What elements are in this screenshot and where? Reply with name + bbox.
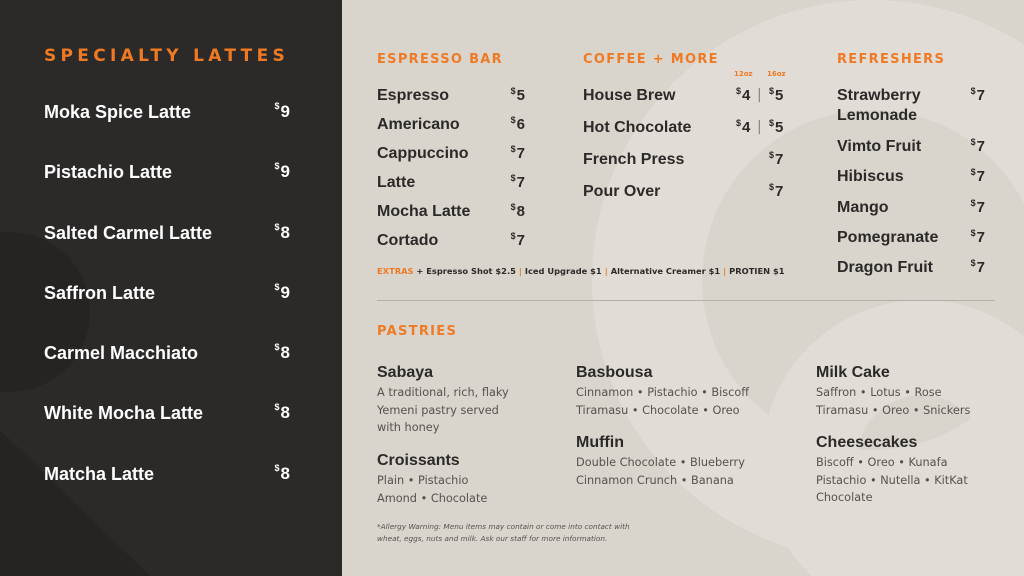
pastry-name: Cheesecakes xyxy=(816,434,918,451)
item-name: Carmel Macchiato xyxy=(44,343,199,364)
pastry-description: Plain • Pistachio Amond • Chocolate xyxy=(377,474,488,505)
item-name: Americano xyxy=(377,116,460,133)
extras-separator: | xyxy=(518,266,522,276)
main-menu-panel xyxy=(342,0,1024,576)
list-item xyxy=(44,273,292,333)
extras-item: Alternative Creamer $1 xyxy=(610,266,721,276)
item-name: Pour Over xyxy=(583,183,661,200)
pastry-name: Basbousa xyxy=(576,364,653,381)
section-divider xyxy=(377,300,995,301)
specialty-lattes-panel xyxy=(0,0,342,576)
item-price: $7 xyxy=(970,258,985,276)
item-name: Vimto Fruit xyxy=(837,138,922,155)
list-item xyxy=(583,183,787,205)
list-item xyxy=(583,151,787,173)
item-name: Salted Carmel Latte xyxy=(44,222,213,243)
item-price: $8 xyxy=(274,342,290,363)
pastry-description: Double Chocolate • Blueberry Cinnamon Crunch • Banana xyxy=(576,456,745,487)
item-name: Pomegranate xyxy=(837,229,939,246)
list-item xyxy=(837,199,987,221)
item-price-large: $5 xyxy=(769,86,784,104)
item-name: Mocha Latte xyxy=(377,203,471,220)
pastry-name: Muffin xyxy=(576,434,624,451)
item-name: Saffron Latte xyxy=(44,282,156,303)
refreshers-title: REFRESHERS xyxy=(837,52,946,67)
pastries-title: PASTRIES xyxy=(377,324,458,339)
pastry-name: Croissants xyxy=(377,452,460,469)
extras-line xyxy=(377,266,785,276)
list-item xyxy=(377,203,527,225)
item-name-line2: Lemonade xyxy=(837,107,918,124)
item-name: Mango xyxy=(837,199,889,216)
item-price: $6 xyxy=(510,115,525,133)
list-item xyxy=(44,333,292,393)
list-item xyxy=(377,116,527,138)
specialty-lattes-list xyxy=(44,92,292,514)
extras-separator: | xyxy=(723,266,727,276)
item-name: Pistachio Latte xyxy=(44,162,173,183)
item-price: $7 xyxy=(970,167,985,185)
item-price: $7 xyxy=(769,150,784,168)
allergy-warning: *Allergy Warning: Menu items may contain or come into contact with wheat, eggs, nuts and milk. Ask our staff for more information. xyxy=(377,522,630,543)
item-name: Hot Chocolate xyxy=(583,119,692,136)
espresso-bar-title: ESPRESSO BAR xyxy=(377,52,503,67)
item-name: Cortado xyxy=(377,232,439,249)
item-name: French Press xyxy=(583,151,685,168)
list-item xyxy=(377,232,527,254)
item-name: Latte xyxy=(377,174,416,191)
specialty-lattes-title: SPECIALTY LATTES xyxy=(44,46,290,66)
size-label-small: 12oz xyxy=(734,70,753,78)
item-price: $9 xyxy=(274,101,290,121)
item-price: $7 xyxy=(970,137,985,155)
item-price: $7 xyxy=(510,231,525,249)
item-price: $7 xyxy=(970,86,985,104)
item-price: $7 xyxy=(769,182,784,200)
item-name: Espresso xyxy=(377,87,450,104)
list-item xyxy=(377,87,527,109)
item-price: $9 xyxy=(274,281,290,302)
item-name: White Mocha Latte xyxy=(44,403,204,424)
list-item xyxy=(837,138,987,160)
item-name: Cappuccino xyxy=(377,145,469,162)
pastry-description: A traditional, rich, flaky Yemeni pastry served with honey xyxy=(377,386,509,434)
item-price-small: $4 xyxy=(736,118,751,136)
extras-item: PROTIEN $1 xyxy=(729,266,785,276)
pastry-description: Cinnamon • Pistachio • Biscoff Tiramasu • Chocolate • Oreo xyxy=(576,386,750,417)
list-item xyxy=(44,213,292,273)
price-separator: | xyxy=(757,119,762,135)
list-item xyxy=(837,168,987,190)
list-item xyxy=(377,145,527,167)
item-price: $7 xyxy=(510,173,525,191)
item-price-small: $4 xyxy=(736,86,751,104)
item-price: $9 xyxy=(274,161,290,182)
item-price: $8 xyxy=(510,202,525,220)
item-name: House Brew xyxy=(583,87,676,104)
item-name: Matcha Latte xyxy=(44,463,155,484)
item-price: $8 xyxy=(274,221,290,242)
list-item xyxy=(583,119,787,141)
item-price: $8 xyxy=(274,402,290,423)
pastry-name: Sabaya xyxy=(377,364,434,381)
pastry-description: Biscoff • Oreo • Kunafa Pistachio • Nutella • KitKat Chocolate xyxy=(816,456,968,504)
list-item xyxy=(583,87,787,109)
item-price: $5 xyxy=(510,86,525,104)
pastry-description: Saffron • Lotus • Rose Tiramasu • Oreo • Snickers xyxy=(816,386,971,417)
item-price: $7 xyxy=(970,198,985,216)
list-item xyxy=(44,454,292,514)
list-item xyxy=(837,259,987,281)
extras-separator: | xyxy=(604,266,608,276)
item-name: Strawberry xyxy=(837,87,921,104)
item-name: Hibiscus xyxy=(837,168,904,185)
coffee-more-title: COFFEE + MORE xyxy=(583,52,719,67)
extras-item: + Espresso Shot $2.5 xyxy=(416,266,516,276)
size-label-large: 16oz xyxy=(767,70,786,78)
extras-label: EXTRAS xyxy=(377,266,414,276)
price-separator: | xyxy=(757,87,762,103)
extras-item: Iced Upgrade $1 xyxy=(524,266,602,276)
item-price-large: $5 xyxy=(769,118,784,136)
item-name: Moka Spice Latte xyxy=(44,102,192,122)
list-item xyxy=(44,92,292,152)
item-price: $8 xyxy=(274,462,290,483)
list-item xyxy=(837,87,987,129)
item-name: Dragon Fruit xyxy=(837,259,933,276)
item-price: $7 xyxy=(970,228,985,246)
list-item xyxy=(377,174,527,196)
list-item xyxy=(837,229,987,251)
item-price: $7 xyxy=(510,144,525,162)
list-item xyxy=(44,152,292,212)
pastry-name: Milk Cake xyxy=(816,364,890,381)
list-item xyxy=(44,393,292,453)
